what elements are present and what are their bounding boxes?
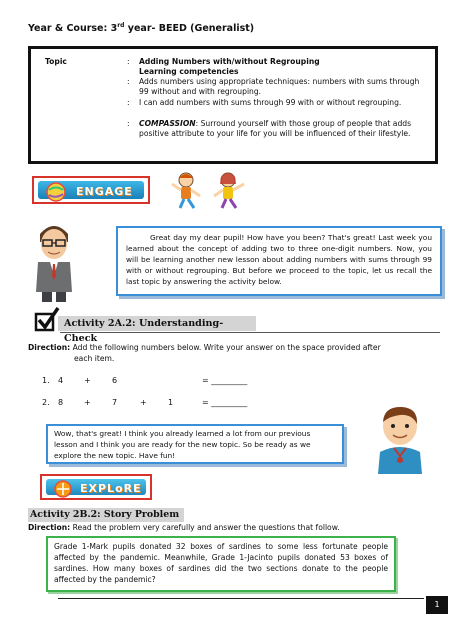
problem-operand: 6 <box>112 376 118 385</box>
explore-badge <box>40 474 152 500</box>
topic-label: Topic <box>45 57 67 66</box>
activity-1-direction: Direction: Add the following numbers below. Write your answer on the space provided after each item. <box>28 343 381 363</box>
engage-badge-bg <box>38 181 144 199</box>
teacher-illustration <box>30 220 78 302</box>
map-icon <box>48 479 78 499</box>
problem-operand: 1 <box>168 398 174 407</box>
course-header: Year & Course: 3rd year- BEED (Generalist) <box>28 22 255 35</box>
footer-divider <box>58 598 424 599</box>
answer-blank[interactable]: = _________ <box>202 398 248 407</box>
competency-2: I can add numbers with sums through 99 with or without regrouping. <box>139 98 402 107</box>
checkbox-check-icon <box>34 306 60 332</box>
explore-badge-bg <box>46 479 146 495</box>
plus-sign: + <box>84 376 91 385</box>
activity-1-title: Activity 2A.2: Understanding-Check <box>58 316 256 331</box>
explore-label: EXPLoRE <box>80 482 142 495</box>
story-problem-box: Grade 1-Mark pupils donated 32 boxes of sardines to some less fortunate people affected by the pandemic. Meanwhile, Grade 1-Jacinto pupils donated 53 boxes of sardines. How many boxes of sardines did the two sections donate to the people affected by the pandemic? <box>46 536 396 592</box>
engage-badge <box>32 176 150 204</box>
boy-speech-bubble: Wow, that's great! I think you already learned a lot from our previous lesson and I think you are ready for the new topic. So be ready as we explore the new topic. Have fun! <box>46 424 344 464</box>
engage-label: ENGAGE <box>76 185 133 198</box>
problem-operand: 8 <box>58 398 64 407</box>
problem-operand: 4 <box>58 376 64 385</box>
globe-icon <box>40 181 74 203</box>
boy-illustration <box>372 404 428 474</box>
topic-box: Topic : Adding Numbers with/without Regrouping Learning competencies : Adds numbers using appropriate techniques: numbers with sums through 99 without and with regrouping. : I can add numbers with sums through 99 with or without regrouping. : COMPASSION: Surround yourself with those group of people that adds positive attribute to your life for you will be influenced of their lifestyle. <box>28 46 438 164</box>
problem-number: 2. <box>42 398 50 407</box>
activity-2-direction: Direction: Read the problem very carefully and answer the questions that follow. <box>28 523 340 532</box>
plus-sign: + <box>140 398 147 407</box>
activity-2-title: Activity 2B.2: Story Problem <box>28 508 184 522</box>
compassion-text: COMPASSION: Surround yourself with those group of people that adds positive attribute to your life for you will be influenced of their lifestyle. <box>139 119 412 139</box>
divider <box>60 332 440 333</box>
page-number: 1 <box>426 596 448 614</box>
problem-operand: 7 <box>112 398 118 407</box>
answer-blank[interactable]: = _________ <box>202 376 248 385</box>
kids-illustration <box>164 170 256 210</box>
competency-1: Adds numbers using appropriate techniques: numbers with sums through 99 without and with regrouping. <box>139 77 420 97</box>
problem-number: 1. <box>42 376 50 385</box>
topic-title: Adding Numbers with/without Regrouping Learning competencies <box>139 57 320 77</box>
teacher-speech-bubble: Great day my dear pupil! How have you been? That's great! Last week you learned about the concept of adding two to three one-digit numbers. Now, you will be learning another new lesson about adding numbers with sums through 99 with or without regrouping. But before we proceed to the topic, let us recall the last topic by answering the activity below. <box>116 226 442 296</box>
plus-sign: + <box>84 398 91 407</box>
